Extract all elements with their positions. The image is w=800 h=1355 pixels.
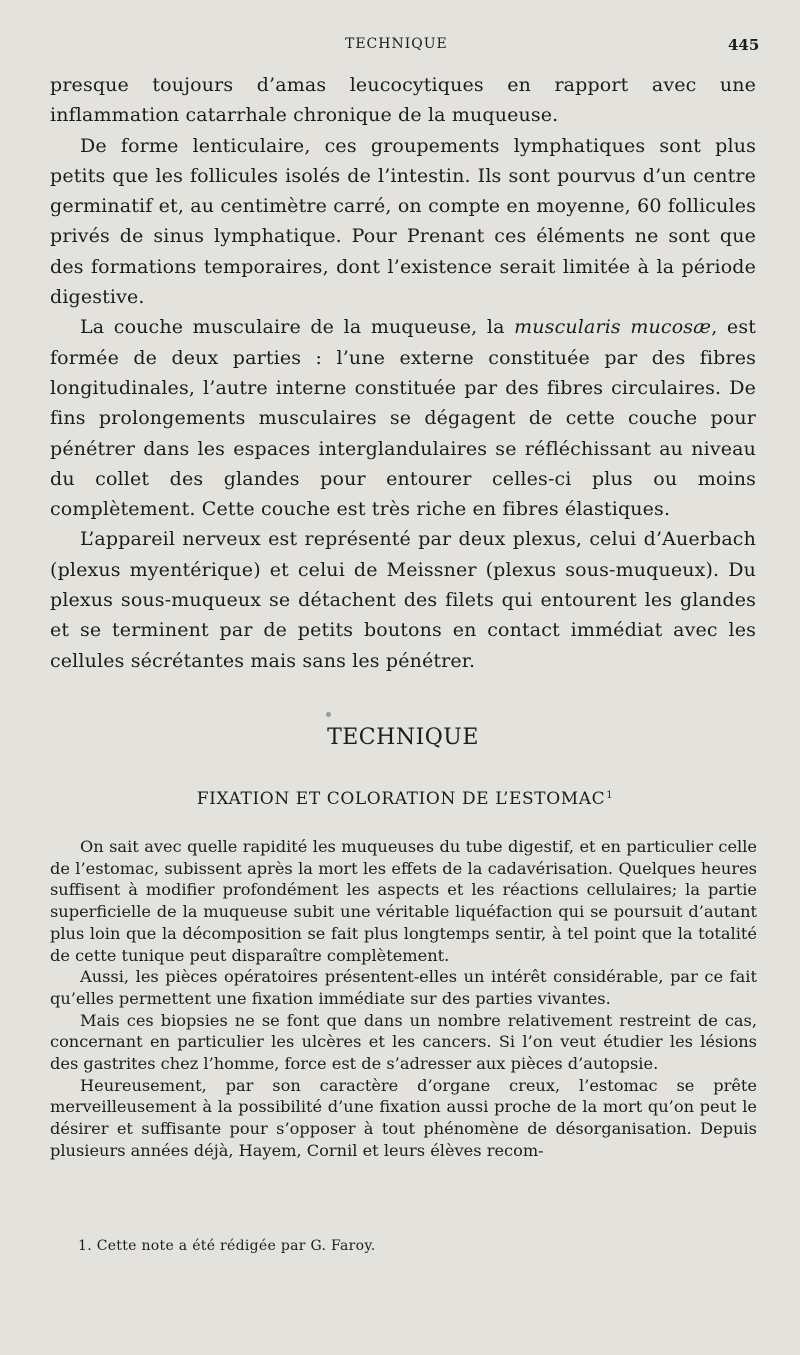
muscular-layer-text-before: La couche musculaire de la muqueuse, la bbox=[80, 316, 515, 339]
section-title: TECHNIQUE bbox=[327, 725, 479, 750]
subsection-title bbox=[0, 789, 800, 809]
body-text bbox=[50, 70, 756, 676]
paragraph-continuation: presque toujours d’amas leucocytiques en rapport avec une inflammation catarrhale chronique de la muqueuse. bbox=[50, 74, 756, 127]
muscular-layer-text-after: , est formée de deux parties : l’une externe constituée par des fibres longitudinales, l’autre interne constituée par des fibres circulaires. De fins prolongements musculaires se dégagent de cette couche pour pénétrer dans les espaces interglandulaires se réfléchissant au niveau du collet des glandes pour entourer celles-ci plus ou moins complètement. Cette couche est très riche en fibres élastiques. bbox=[50, 316, 757, 521]
footnote: 1. Cette note a été rédigée par G. Faroy. bbox=[78, 1238, 376, 1254]
running-head-title: TECHNIQUE bbox=[345, 36, 448, 52]
technique-text bbox=[50, 836, 757, 1162]
paragraph-lymphatic-groups: De forme lenticulaire, ces groupements lymphatiques sont plus petits que les follicules isolés de l’intestin. Ils sont pourvus d’un centre germinatif et, au centimètre carré, on compte en moyenne, 60 follicules privés de sinus lymphatique. Pour Prenant ces éléments ne sont que des formations temporaires, dont l’existence serait limitée à la période digestive. bbox=[50, 134, 756, 309]
subsection-title-text: FIXATION ET COLORATION DE L’ESTOMAC bbox=[196, 789, 606, 809]
running-head bbox=[0, 36, 800, 56]
paragraph-muscular-layer bbox=[50, 312, 756, 524]
page-number: 445 bbox=[728, 36, 760, 54]
paragraph-nervous-system: L’appareil nerveux est représenté par deux plexus, celui d’Auerbach (plexus myentérique) et celui de Meissner (plexus sous-muqueux). Du plexus sous-muqueux se détachent des filets qui entourent les glandes et se terminent par de petits boutons en contact immédiat avec les cellules sécrétantes mais sans les pénétrer. bbox=[50, 528, 756, 672]
paragraph-cadaverisation: On sait avec quelle rapidité les muqueuses du tube digestif, et en particulier celle de l’estomac, subissent après la mort les effets de la cadavérisation. Quelques heures suffisent à modifier profondément les aspects et les réactions cellulaires; la partie superficielle de la muqueuse subit une véritable liquéfaction qui se poursuit d’autant plus loin que la décomposition se fait plus longtemps sentir, à tel point que la totalité de cette tunique peut disparaître complètement. bbox=[50, 837, 757, 965]
paragraph-surgical-specimens: Aussi, les pièces opératoires présentent-elles un intérêt considérable, par ce fait qu’elles permettent une fixation immédiate sur des parties vivantes. bbox=[50, 967, 757, 1008]
paragraph-biopsies: Mais ces biopsies ne se font que dans un nombre relativement restreint de cas, concernant en particulier les ulcères et les cancers. Si l’on veut étudier les lésions des gastrites chez l’homme, force est de s’adresser aux pièces d’autopsie. bbox=[50, 1010, 757, 1074]
footnote-marker: 1 bbox=[606, 790, 614, 801]
muscularis-mucosae-term: muscularis mucosæ bbox=[514, 316, 712, 339]
paragraph-hollow-organ: Heureusement, par son caractère d’organe creux, l’estomac se prête merveilleusement à la possibilité d’une fixation aussi proche de la mort qu’on peut le désirer et suffisante pour s’opposer à tout phénomène de désorganisation. Depuis plusieurs années déjà, Hayem, Cornil et leurs élèves recom- bbox=[50, 1075, 757, 1160]
ornament-dot bbox=[326, 712, 331, 717]
